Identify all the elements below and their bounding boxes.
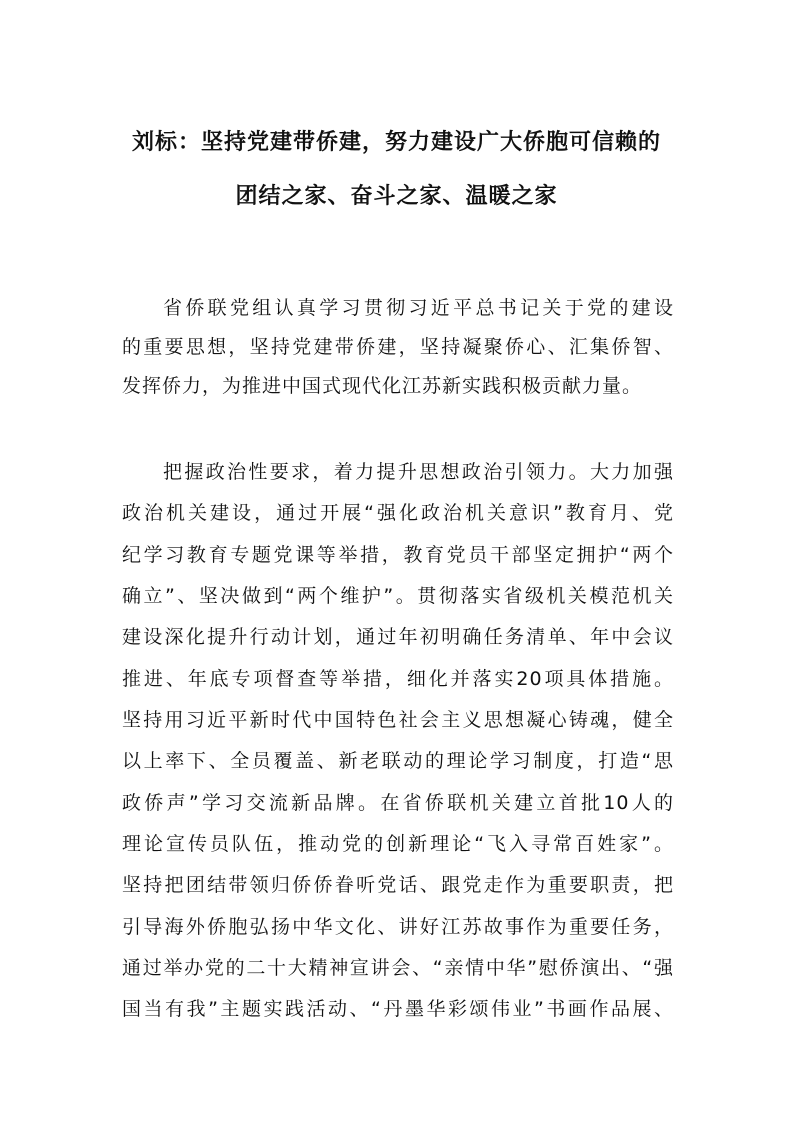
- paragraph-line: 确立”、坚决做到“两个维护”。贯彻落实省级机关模范机关: [122, 585, 674, 607]
- paragraph-line: 推进、年底专项督查等举措，细化并落实20项具体措施。: [122, 668, 674, 690]
- document-title-line-2: 团结之家、奋斗之家、温暖之家: [235, 184, 558, 209]
- document-title-line-1: 刘标：坚持党建带侨建，努力建设广大侨胞可信赖的: [131, 130, 661, 155]
- paragraph-line: 国当有我”主题实践活动、“丹墨华彩颂伟业”书画作品展、: [122, 998, 674, 1020]
- paragraph-line: 的重要思想，坚持党建带侨建，坚持凝聚侨心、汇集侨智、: [122, 336, 674, 358]
- paragraph-line: 纪学习教育专题党课等举措，教育党员干部坚定拥护“两个: [122, 544, 674, 566]
- paragraph-line: 理论宣传员队伍，推动党的创新理论“飞入寻常百姓家”。: [122, 833, 674, 855]
- paragraph-line: 建设深化提升行动计划，通过年初明确任务清单、年中会议: [122, 626, 674, 648]
- paragraph-line: 通过举办党的二十大精神宣讲会、“亲情中华”慰侨演出、“强: [122, 957, 674, 979]
- paragraph-line: 政治机关建设，通过开展“强化政治机关意识”教育月、党: [122, 502, 674, 524]
- paragraph-line: 坚持把团结带领归侨侨眷听党话、跟党走作为重要职责，把: [122, 874, 674, 896]
- paragraph-line: 发挥侨力，为推进中国式现代化江苏新实践积极贡献力量。: [122, 375, 643, 397]
- paragraph-line: 引导海外侨胞弘扬中华文化、讲好江苏故事作为重要任务，: [122, 916, 674, 938]
- paragraph-line: 省侨联党组认真学习贯彻习近平总书记关于党的建设: [163, 297, 674, 319]
- paragraph-line: 把握政治性要求，着力提升思想政治引领力。大力加强: [163, 461, 674, 483]
- paragraph-line: 以上率下、全员覆盖、新老联动的理论学习制度，打造“思: [122, 750, 674, 772]
- paragraph-line: 坚持用习近平新时代中国特色社会主义思想凝心铸魂，健全: [122, 709, 674, 731]
- paragraph-line: 政侨声”学习交流新品牌。在省侨联机关建立首批10人的: [122, 792, 674, 814]
